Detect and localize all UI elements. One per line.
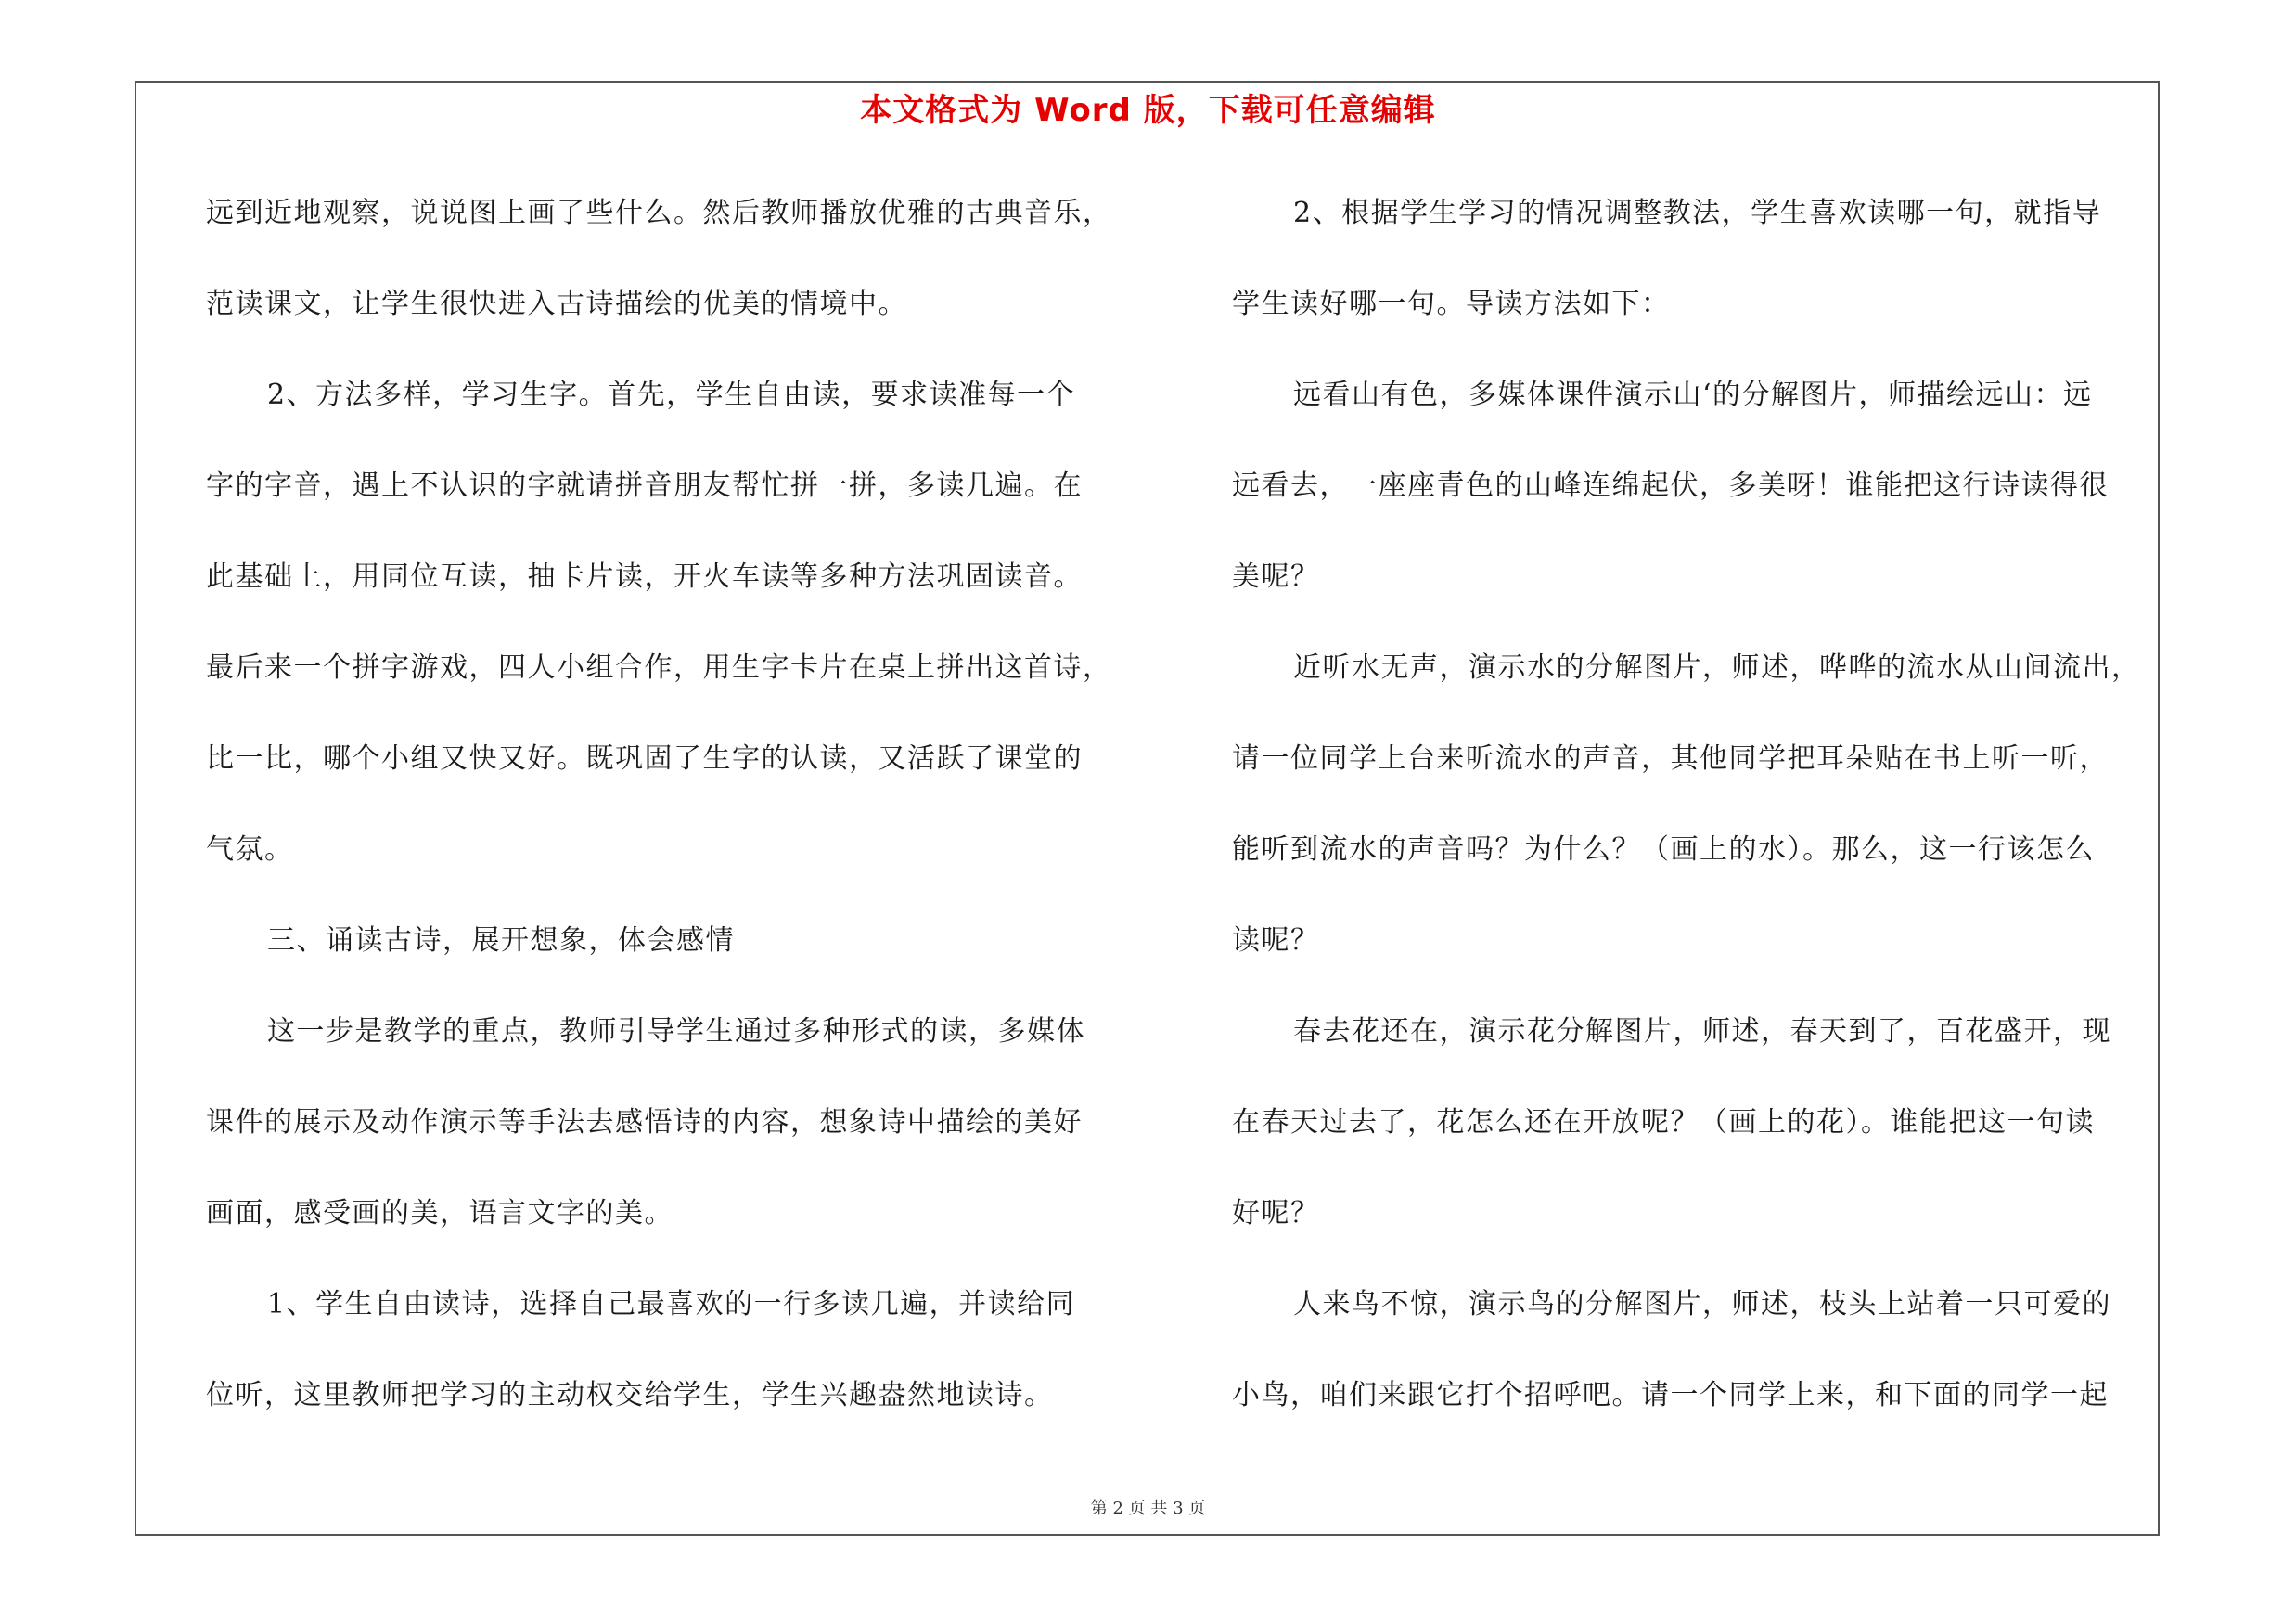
- text-line: 1、学生自由读诗，选择自己最喜欢的一行多读几遍，并读给同: [267, 1288, 1076, 1320]
- text-line: 比一比，哪个小组又快又好。既巩固了生字的认读，又活跃了课堂的: [206, 742, 1083, 775]
- text-line: 读呢？: [1232, 924, 1320, 957]
- text-line: 2、方法多样，学习生字。首先，学生自由读，要求读准每一个: [267, 379, 1076, 411]
- text-line: 2、根据学生学习的情况调整教法，学生喜欢读哪一句，就指导: [1293, 197, 2102, 229]
- text-line: 最后来一个拼字游戏，四人小组合作，用生字卡片在桌上拼出这首诗，: [206, 651, 1112, 684]
- text-line: 位听，这里教师把学习的主动权交给学生，学生兴趣盎然地读诗。: [206, 1379, 1054, 1411]
- text-line: 请一位同学上台来听流水的声音，其他同学把耳朵贴在书上听一听，: [1232, 742, 2109, 775]
- document-header-title: 本文格式为 Word 版，下载可任意编辑: [860, 92, 1436, 129]
- text-line: 能听到流水的声音吗？为什么？（画上的水）。那么，这一行该怎么: [1232, 833, 2095, 866]
- text-line: 范读课文，让学生很快进入古诗描绘的优美的情境中。: [206, 288, 907, 320]
- text-line: 三、诵读古诗，展开想象，体会感情: [267, 924, 735, 957]
- text-line: 远看去，一座座青色的山峰连绵起伏，多美呀！谁能把这行诗读得很: [1232, 470, 2109, 502]
- text-line: 学生读好哪一句。导读方法如下：: [1232, 288, 1671, 320]
- text-line: 气氛。: [206, 833, 294, 866]
- text-line: 远看山有色，多媒体课件演示山‘的分解图片，师描绘远山：远: [1293, 379, 2093, 411]
- text-line: 在春天过去了，花怎么还在开放呢？（画上的花）。谁能把这一句读: [1232, 1106, 2095, 1139]
- text-line: 此基础上，用同位互读，抽卡片读，开火车读等多种方法巩固读音。: [206, 560, 1083, 593]
- text-line: 这一步是教学的重点，教师引导学生通过多种形式的读，多媒体: [267, 1015, 1085, 1048]
- right-text-column: [1232, 181, 2197, 1454]
- text-line: 小鸟，咱们来跟它打个招呼吧。请一个同学上来，和下面的同学一起: [1232, 1379, 2109, 1411]
- text-line: 春去花还在，演示花分解图片，师述，春天到了，百花盛开，现: [1293, 1015, 2111, 1048]
- text-line: 近听水无声，演示水的分解图片，师述，哗哗的流水从山间流出，: [1293, 651, 2141, 684]
- page-number-footer: 第 2 页 共 3 页: [1090, 1499, 1206, 1518]
- text-line: 画面，感受画的美，语言文字的美。: [206, 1197, 673, 1230]
- text-line: 美呢？: [1232, 560, 1320, 593]
- text-line: 字的字音，遇上不认识的字就请拼音朋友帮忙拼一拼，多读几遍。在: [206, 470, 1083, 502]
- text-line: 好呢？: [1232, 1197, 1320, 1230]
- text-line: 远到近地观察，说说图上画了些什么。然后教师播放优雅的古典音乐，: [206, 197, 1112, 229]
- text-line: 人来鸟不惊，演示鸟的分解图片，师述，枝头上站着一只可爱的: [1293, 1288, 2111, 1320]
- text-line: 课件的展示及动作演示等手法去感悟诗的内容，想象诗中描绘的美好: [206, 1106, 1083, 1139]
- left-text-column: [206, 181, 1171, 1454]
